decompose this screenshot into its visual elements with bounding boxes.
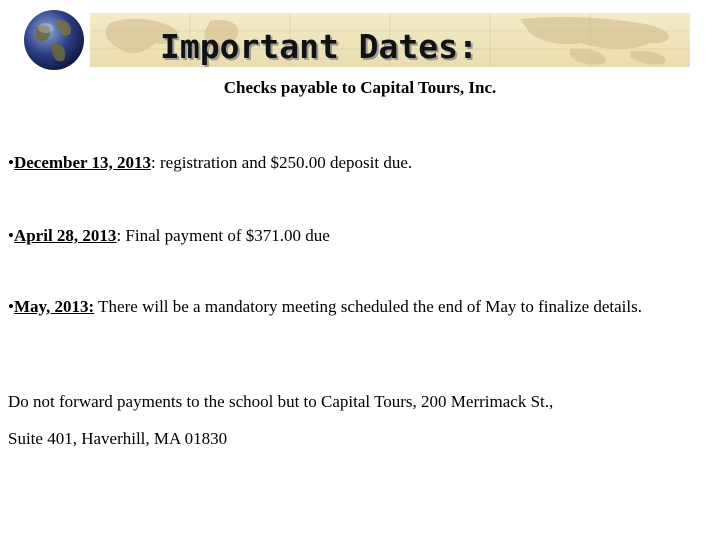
bullet: • bbox=[8, 226, 14, 245]
item-date: April 28, 2013 bbox=[13, 226, 117, 245]
payment-note-line-2: Suite 401, Haverhill, MA 01830 bbox=[8, 429, 228, 448]
bullet: • bbox=[8, 297, 14, 316]
bullet: • bbox=[8, 153, 14, 172]
item-text: There will be a mandatory meeting scheduled the end of May to finalize details. bbox=[94, 297, 642, 316]
item-text: : registration and $250.00 deposit due. bbox=[151, 153, 413, 172]
item-date: May, 2013: bbox=[13, 297, 95, 316]
globe-icon bbox=[22, 8, 86, 72]
payment-note-line-1: Do not forward payments to the school but to Capital Tours, 200 Merrimack St., bbox=[8, 392, 554, 411]
list-item bbox=[8, 295, 708, 318]
list-item bbox=[8, 224, 708, 247]
page-subtitle: Checks payable to Capital Tours, Inc. bbox=[223, 78, 497, 97]
item-text: : Final payment of $371.00 due bbox=[116, 226, 330, 245]
page-title: Important Dates: bbox=[160, 27, 478, 66]
item-date: December 13, 2013 bbox=[13, 153, 152, 172]
list-item bbox=[8, 151, 708, 174]
